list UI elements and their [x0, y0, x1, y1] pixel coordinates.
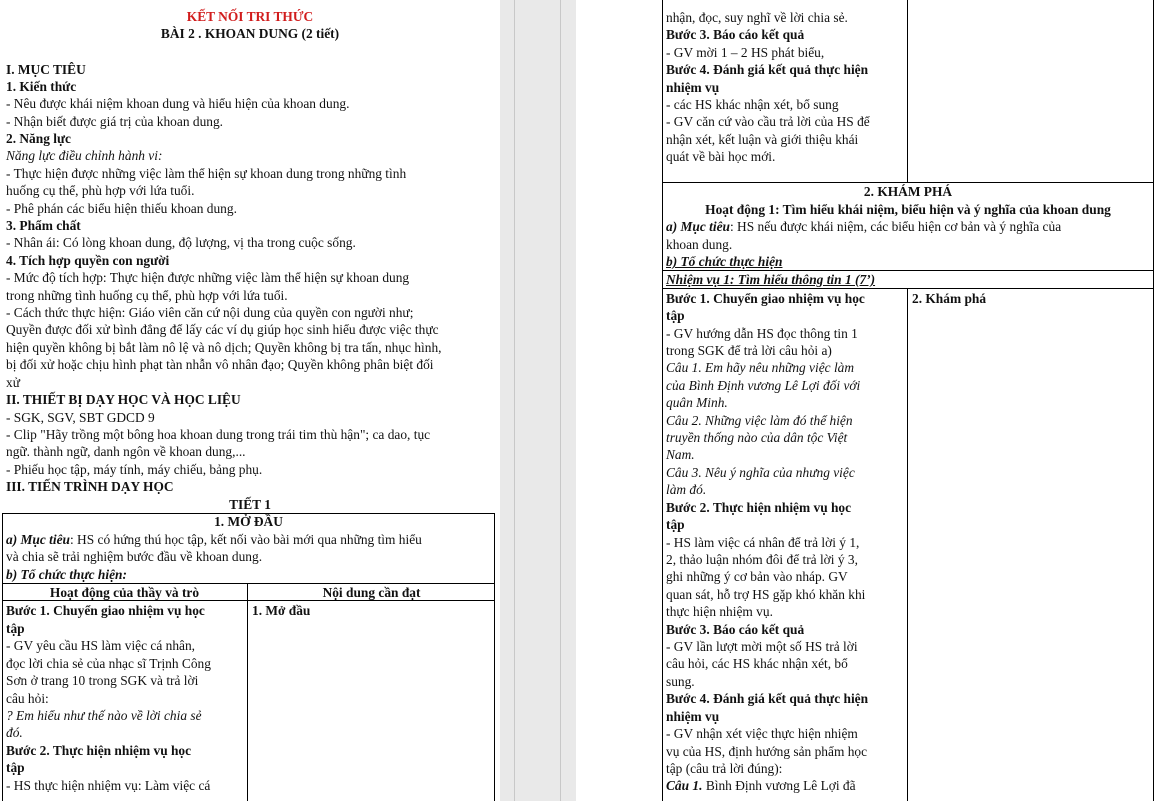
section-heading-equipment: II. THIẾT BỊ DẠY HỌC VÀ HỌC LIỆU: [6, 392, 241, 407]
table-cell-line: - GV hướng dẫn HS đọc thông tin 1: [666, 326, 858, 341]
text-line: Năng lực điều chỉnh hành vi:: [6, 148, 163, 163]
table-cell-line: - GV lần lượt mời một số HS trả lời: [666, 639, 858, 654]
table-cell-line: - GV mời 1 – 2 HS phát biểu,: [666, 45, 825, 60]
step-heading: Bước 1. Chuyển giao nhiệm vụ học: [6, 603, 205, 618]
table-cell-line: nhận, đọc, suy nghĩ về lời chia sẻ.: [666, 10, 848, 25]
text-line: - Thực hiện được những việc làm thể hiện sự khoan dung trong những tình: [6, 166, 407, 181]
activity-title: Hoạt động 1: Tìm hiểu khái niệm, biểu hiện và ý nghĩa của khoan dung: [705, 202, 1111, 217]
text-line: - SGK, SGV, SBT GDCD 9: [6, 410, 155, 425]
table-cell-line: - GV căn cứ vào cầu trả lời của HS để: [666, 114, 870, 129]
table-cell-line: - GV nhận xét việc thực hiện nhiệm: [666, 726, 858, 741]
table-cell-line: đọc lời chia sẻ của nhạc sĩ Trịnh Công: [6, 656, 211, 671]
content-heading-intro: 1. Mở đầu: [252, 603, 311, 618]
step-heading: nhiệm vụ: [666, 709, 720, 724]
text-line: xử: [6, 375, 20, 390]
table-cell-line: - các HS khác nhận xét, bổ sung: [666, 97, 839, 112]
document-page-right: [576, 0, 1156, 801]
table-cell-line: trong SGK để trả lời câu hỏi a): [666, 343, 832, 358]
text-line: - Mức độ tích hợp: Thực hiện được những việc làm thể hiện sự khoan dung: [6, 270, 410, 285]
text-line: - Cách thức thực hiện: Giáo viên căn cứ nội dung của quyền con người như;: [6, 305, 414, 320]
page-gap-divider: [514, 0, 515, 801]
content-heading-explore: 2. Khám phá: [912, 291, 987, 306]
question-line: Câu 3. Nêu ý nghĩa của nhưng việc: [666, 465, 855, 480]
table-cell-line: câu hỏi, các HS khác nhận xét, bổ: [666, 656, 848, 671]
subheading-qualities: 3. Phẩm chất: [6, 218, 81, 233]
step-heading: nhiệm vụ: [666, 80, 720, 95]
table-cell-line: Sơn ở trang 10 trong SGK và trả lời: [6, 673, 199, 688]
step-heading: Bước 4. Đánh giá kết quả thực hiện: [666, 62, 869, 77]
text-line: - Nhận biết được giá trị của khoan dung.: [6, 114, 223, 129]
question-line: Nam.: [666, 447, 695, 462]
table-cell-line: câu hỏi:: [6, 691, 49, 706]
section-heading-process: III. TIẾN TRÌNH DẠY HỌC: [6, 479, 174, 494]
step-heading: Bước 2. Thực hiện nhiệm vụ học: [666, 500, 852, 515]
column-header-activities: Hoạt động của thầy và trò: [49, 585, 200, 600]
subheading-competence: 2. Năng lực: [6, 131, 71, 146]
text-line: hiện quyền không bị bắt làm nô lệ và nô dịch; Quyền không bị tra tấn, nhục hình,: [6, 340, 442, 355]
table-cell-line: 2, thảo luận nhóm đôi để trả lời ý 3,: [666, 552, 858, 567]
table-cell-line: thực hiện nhiệm vụ.: [666, 604, 773, 619]
question-line: truyền thống nào của dân tộc Việt: [666, 430, 848, 445]
step-heading: tập: [6, 621, 25, 636]
subheading-human-rights: 4. Tích hợp quyền con người: [6, 253, 170, 268]
table-cell-line: nhận xét, kết luận và giới thiệu khái: [666, 132, 859, 147]
step-heading: tập: [666, 517, 685, 532]
table-cell-line: ? Em hiểu như thế nào về lời chia sẻ: [6, 708, 202, 723]
question-line: của Bình Định vương Lê Lợi đối với: [666, 378, 861, 393]
text-line: ngữ. thành ngữ, danh ngôn về khoan dung,...: [6, 444, 246, 459]
step-heading: tập: [666, 308, 685, 323]
question-line: quân Minh.: [666, 395, 728, 410]
objective-line: khoan dung.: [666, 237, 733, 252]
table-cell-line: sung.: [666, 674, 695, 689]
column-header-content: Nội dung cần đạt: [322, 585, 421, 600]
text-line: Quyền được đối xử bình đẳng để lấy các ví dụ giúp học sinh hiểu được việc thực: [6, 322, 439, 337]
objective-line: a) Mục tiêu: HS nếu được khái niệm, các biểu hiện cơ bản và ý nghĩa của: [666, 219, 1062, 234]
lesson-title: BÀI 2 . KHOAN DUNG (2 tiết): [160, 26, 340, 41]
answer-line: Câu 1. Bình Định vương Lê Lợi đã: [666, 778, 856, 793]
page-gap-divider: [560, 0, 561, 801]
doc-brand-title: KẾT NỐI TRI THỨC: [186, 9, 314, 24]
table-intro-line: a) Mục tiêu: HS có hứng thú học tập, kết nối vào bài mới qua những tìm hiểu: [6, 532, 422, 547]
table-cell-line: quát về bài học mới.: [666, 149, 776, 164]
table-cell-line: - HS thực hiện nhiệm vụ: Làm việc cá: [6, 778, 211, 793]
step-heading: Bước 2. Thực hiện nhiệm vụ học: [6, 743, 192, 758]
task-label: Nhiệm vụ 1: Tìm hiểu thông tin 1 (7’): [666, 272, 876, 287]
table-intro-line: và chia sẽ trải nghiệm bước đầu về khoan dung.: [6, 549, 263, 564]
text-line: - Nhân ái: Có lòng khoan dung, độ lượng, vị tha trong cuộc sống.: [6, 235, 356, 250]
text-line: trong những tình huống cụ thể, phù hợp với lứa tuổi.: [6, 288, 288, 303]
text-line: - Phiếu học tập, máy tính, máy chiếu, bảng phụ.: [6, 462, 263, 477]
table-heading-intro: 1. MỞ ĐẦU: [214, 514, 283, 529]
question-line: Câu 1. Em hãy nêu những việc làm: [666, 360, 855, 375]
step-heading: tập: [6, 760, 25, 775]
text-line: huống cụ thể, phù hợp với lứa tuổi.: [6, 183, 195, 198]
table-intro-line: b) Tổ chức thực hiện:: [6, 567, 127, 582]
table-cell-line: - HS làm việc cá nhân để trả lời ý 1,: [666, 535, 860, 550]
table-cell-line: vụ của HS, định hướng sản phẩm học: [666, 744, 868, 759]
document-page-left: [0, 0, 500, 801]
table-cell-line: ghi những ý cơ bản vào nháp. GV: [666, 569, 848, 584]
step-heading: Bước 3. Báo cáo kết quả: [666, 622, 805, 637]
text-line: - Clip "Hãy trồng một bông hoa khoan dung trong trái tim thù hận"; ca dao, tục: [6, 427, 431, 442]
subheading-knowledge: 1. Kiến thức: [6, 79, 77, 94]
table-cell-line: tập (câu trả lời đúng):: [666, 761, 783, 776]
section-title-explore: 2. KHÁM PHÁ: [863, 184, 953, 199]
question-line: Câu 2. Những việc làm đó thể hiện: [666, 413, 853, 428]
table-cell-line: quan sát, hỗ trợ HS gặp khó khăn khi: [666, 587, 866, 602]
organization-label: b) Tổ chức thực hiện: [666, 254, 783, 269]
text-line: - Nêu được khái niệm khoan dung và hiểu hiện của khoan dung.: [6, 96, 350, 111]
section-heading-objectives: I. MỤC TIÊU: [6, 62, 86, 77]
text-line: bị đối xử hoặc chịu hình phạt tàn nhẫn vô nhân đạo; Quyền không phân biệt đối: [6, 357, 434, 372]
step-heading: Bước 1. Chuyển giao nhiệm vụ học: [666, 291, 865, 306]
period-label: TIẾT 1: [229, 497, 271, 512]
table-cell-line: đó.: [6, 725, 23, 740]
text-line: - Phê phán các biểu hiện thiếu khoan dung.: [6, 201, 237, 216]
step-heading: Bước 3. Báo cáo kết quả: [666, 27, 805, 42]
question-line: làm đó.: [666, 482, 707, 497]
table-cell-line: - GV yêu cầu HS làm việc cá nhân,: [6, 638, 196, 653]
step-heading: Bước 4. Đánh giá kết quả thực hiện: [666, 691, 869, 706]
